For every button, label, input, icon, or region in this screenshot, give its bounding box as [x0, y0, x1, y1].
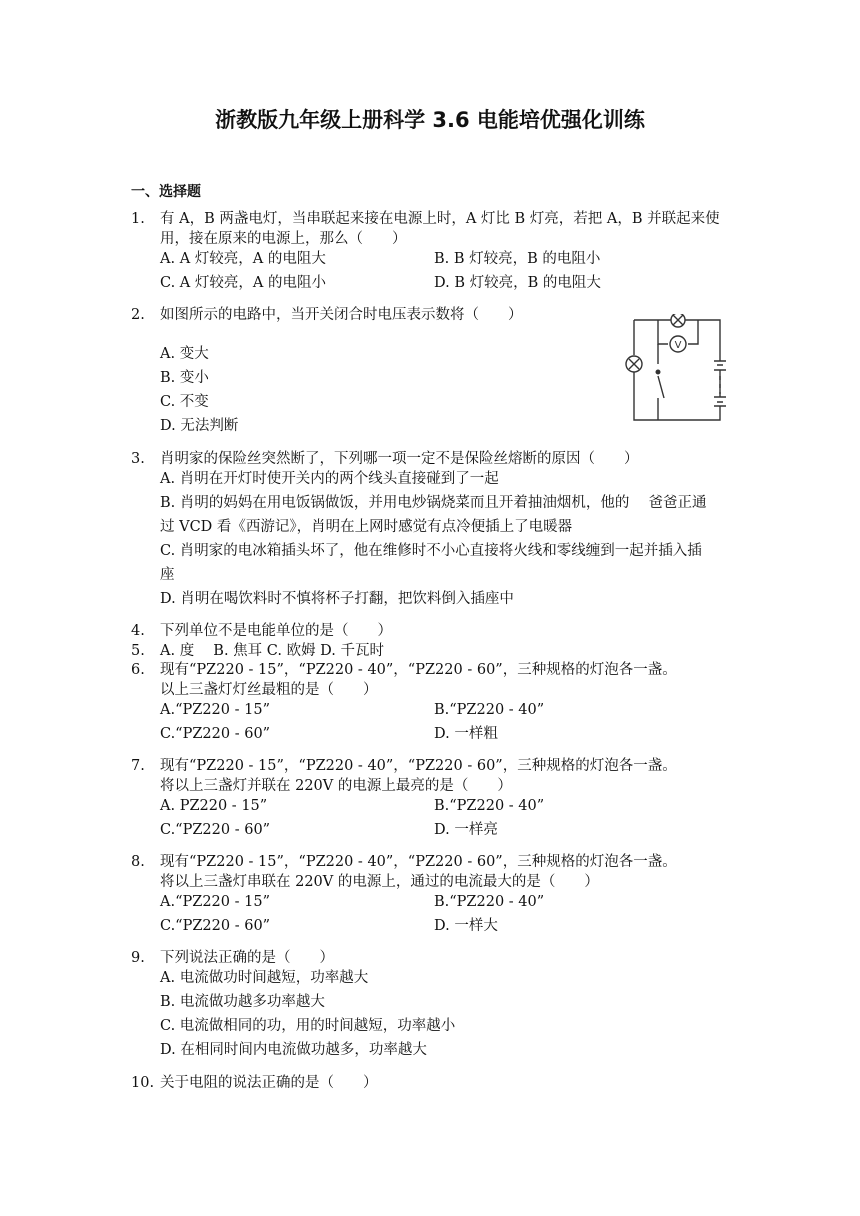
question-text: 关于电阻的说法正确的是（ ）: [160, 1075, 378, 1091]
option-d: D. 一样粗: [434, 726, 498, 742]
question-number: 7.: [131, 758, 145, 774]
option-b: B. B 灯较亮，B 的电阻小: [434, 251, 601, 267]
question-number: 10.: [131, 1075, 155, 1091]
question-text: A. 度 B. 焦耳 C. 欧姆 D. 千瓦时: [160, 643, 385, 659]
question-text: 将以上三盏灯串联在 220V 的电源上，通过的电流最大的是（ ）: [160, 874, 599, 890]
option-b: B. 电流做功越多功率越大: [160, 994, 325, 1010]
option-a: A. 肖明在开灯时使开关内的两个线头直接碰到了一起: [160, 471, 499, 487]
question-number: 1.: [131, 211, 145, 227]
option-b: B.“PZ220 - 40”: [434, 798, 545, 814]
option-a: A.“PZ220 - 15”: [160, 702, 270, 718]
question-number: 9.: [131, 950, 145, 966]
option-a: A. PZ220 - 15”: [160, 798, 268, 814]
option-c: C.“PZ220 - 60”: [160, 726, 271, 742]
question-text: 如图所示的电路中，当开关闭合时电压表示数将（ ）: [160, 307, 523, 323]
section-heading: 一、选择题: [131, 184, 201, 200]
option-d: D. 无法判断: [160, 418, 239, 434]
option-c: C.“PZ220 - 60”: [160, 822, 271, 838]
switch-icon: [658, 344, 664, 420]
question-number: 2.: [131, 307, 145, 323]
question-text: 有 A，B 两盏电灯，当串联起来接在电源上时，A 灯比 B 灯亮，若把 A，B 并联起来使: [160, 211, 720, 227]
question-text: 现有“PZ220 - 15”，“PZ220 - 40”，“PZ220 - 60”，三种规格的灯泡各一盏。: [160, 854, 677, 870]
option-c: C.“PZ220 - 60”: [160, 918, 271, 934]
option-d: D. 一样亮: [434, 822, 498, 838]
option-d: D. B 灯较亮，B 的电阻大: [434, 275, 601, 291]
option-b: B.“PZ220 - 40”: [434, 894, 545, 910]
question-text: 以上三盏灯灯丝最粗的是（ ）: [160, 682, 378, 698]
question-number: 8.: [131, 854, 145, 870]
option-b: B. 肖明的妈妈在用电饭锅做饭，并用电炒锅烧菜而且开着抽油烟机，他的 爸爸正通: [160, 495, 707, 511]
voltmeter-symbol: V: [674, 340, 682, 351]
question-text: 下列说法正确的是（ ）: [160, 950, 334, 966]
option-a: A. 变大: [160, 346, 209, 362]
option-c: C. A 灯较亮，A 的电阻小: [160, 275, 326, 291]
circuit-wire: [634, 372, 720, 420]
option-c: C. 不变: [160, 394, 209, 410]
option-b: B.“PZ220 - 40”: [434, 702, 545, 718]
question-number: 3.: [131, 451, 145, 467]
option-d: D. 一样大: [434, 918, 498, 934]
question-text: 下列单位不是电能单位的是（ ）: [160, 623, 392, 639]
question-number: 4.: [131, 623, 145, 639]
option-b: B. 变小: [160, 370, 209, 386]
circuit-diagram: [622, 314, 730, 424]
question-text: 现有“PZ220 - 15”，“PZ220 - 40”，“PZ220 - 60”，三种规格的灯泡各一盏。: [160, 662, 677, 678]
document-title: 浙教版九年级上册科学 3.6 电能培优强化训练: [215, 108, 645, 132]
switch-contact: [656, 370, 660, 374]
option-c: C. 电流做相同的功，用的时间越短，功率越小: [160, 1018, 456, 1034]
option-d: D. 在相同时间内电流做功越多，功率越大: [160, 1042, 427, 1058]
option-c-continued: 座: [160, 567, 175, 583]
option-a: A. A 灯较亮，A 的电阻大: [160, 251, 326, 267]
question-number: 6.: [131, 662, 145, 678]
question-number: 5.: [131, 643, 145, 659]
option-d: D. 肖明在喝饮料时不慎将杯子打翻，把饮料倒入插座中: [160, 591, 514, 607]
option-b-continued: 过 VCD 看《西游记》，肖明在上网时感觉有点冷便插上了电暖器: [160, 519, 573, 535]
question-text: 将以上三盏灯并联在 220V 的电源上最亮的是（ ）: [160, 778, 512, 794]
option-c: C. 肖明家的电冰箱插头坏了，他在维修时不小心直接将火线和零线缠到一起并插入插: [160, 543, 702, 559]
question-text: 肖明家的保险丝突然断了，下列哪一项一定不是保险丝熔断的原因（ ）: [160, 451, 639, 467]
question-text: 现有“PZ220 - 15”，“PZ220 - 40”，“PZ220 - 60”，三种规格的灯泡各一盏。: [160, 758, 677, 774]
option-a: A.“PZ220 - 15”: [160, 894, 270, 910]
option-a: A. 电流做功时间越短，功率越大: [160, 970, 369, 986]
question-text: 用，接在原来的电源上，那么（ ）: [160, 231, 407, 247]
